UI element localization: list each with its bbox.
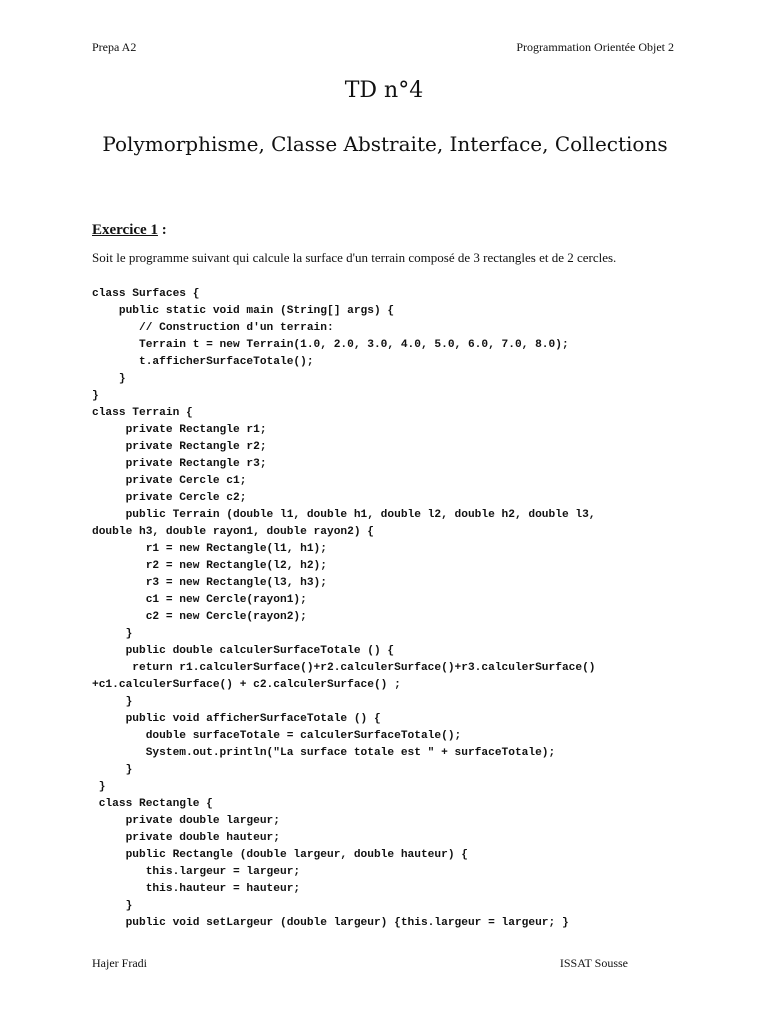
code-listing <box>92 286 682 932</box>
code-line: return r1.calculerSurface()+r2.calculerSurface()+r3.calculerSurface() <box>92 662 596 674</box>
code-line: } <box>92 781 106 793</box>
code-line: class Terrain { <box>92 407 193 419</box>
exercise-heading <box>92 222 167 239</box>
exercise-colon: : <box>157 222 167 238</box>
code-line: this.largeur = largeur; <box>92 866 301 878</box>
page-subtitle: Polymorphisme, Classe Abstraite, Interface, Collections <box>102 132 668 156</box>
code-line: System.out.println("La surface totale est " + surfaceTotale); <box>92 747 556 759</box>
code-line: public void setLargeur (double largeur) {this.largeur = largeur; } <box>92 917 569 929</box>
exercise-intro: Soit le programme suivant qui calcule la surface d'un terrain composé de 3 rectangles et de 2 cercles. <box>92 250 617 265</box>
code-line: c1 = new Cercle(rayon1); <box>92 594 307 606</box>
code-line: } <box>92 390 99 402</box>
header-course-title: Programmation Orientée Objet 2 <box>516 40 674 54</box>
code-line: } <box>92 696 133 708</box>
code-line: r2 = new Rectangle(l2, h2); <box>92 560 327 572</box>
code-line: this.hauteur = hauteur; <box>92 883 301 895</box>
code-line: public static void main (String[] args) { <box>92 305 395 317</box>
code-line: double surfaceTotale = calculerSurfaceTotale(); <box>92 730 462 742</box>
code-line: t.afficherSurfaceTotale(); <box>92 356 314 368</box>
code-line: // Construction d'un terrain: <box>92 322 334 334</box>
code-line: +c1.calculerSurface() + c2.calculerSurface() ; <box>92 679 401 691</box>
code-line: private Rectangle r1; <box>92 424 267 436</box>
page-title: TD n°4 <box>344 78 424 103</box>
code-line: private Cercle c1; <box>92 475 247 487</box>
code-line: public void afficherSurfaceTotale () { <box>92 713 381 725</box>
code-line: Terrain t = new Terrain(1.0, 2.0, 3.0, 4.0, 5.0, 6.0, 7.0, 8.0); <box>92 339 569 351</box>
code-line: r3 = new Rectangle(l3, h3); <box>92 577 327 589</box>
code-line: } <box>92 900 133 912</box>
code-line: public double calculerSurfaceTotale () { <box>92 645 395 657</box>
code-line: private Rectangle r3; <box>92 458 267 470</box>
exercise-label: Exercice 1 <box>92 222 158 238</box>
code-line: } <box>92 764 133 776</box>
code-line: } <box>92 373 126 385</box>
code-line: class Rectangle { <box>92 798 213 810</box>
code-line: c2 = new Cercle(rayon2); <box>92 611 307 623</box>
code-line: } <box>92 628 133 640</box>
code-line: double h3, double rayon1, double rayon2) { <box>92 526 374 538</box>
footer-author: Hajer Fradi <box>92 956 147 970</box>
code-line: private Cercle c2; <box>92 492 247 504</box>
code-line: public Rectangle (double largeur, double hauteur) { <box>92 849 468 861</box>
code-line: private double hauteur; <box>92 832 280 844</box>
header-course-level: Prepa A2 <box>92 40 137 54</box>
code-line: private double largeur; <box>92 815 280 827</box>
code-line: r1 = new Rectangle(l1, h1); <box>92 543 327 555</box>
code-line: private Rectangle r2; <box>92 441 267 453</box>
footer-institution: ISSAT Sousse <box>559 956 628 970</box>
code-line: class Surfaces { <box>92 288 200 300</box>
code-line: public Terrain (double l1, double h1, double l2, double h2, double l3, <box>92 509 596 521</box>
